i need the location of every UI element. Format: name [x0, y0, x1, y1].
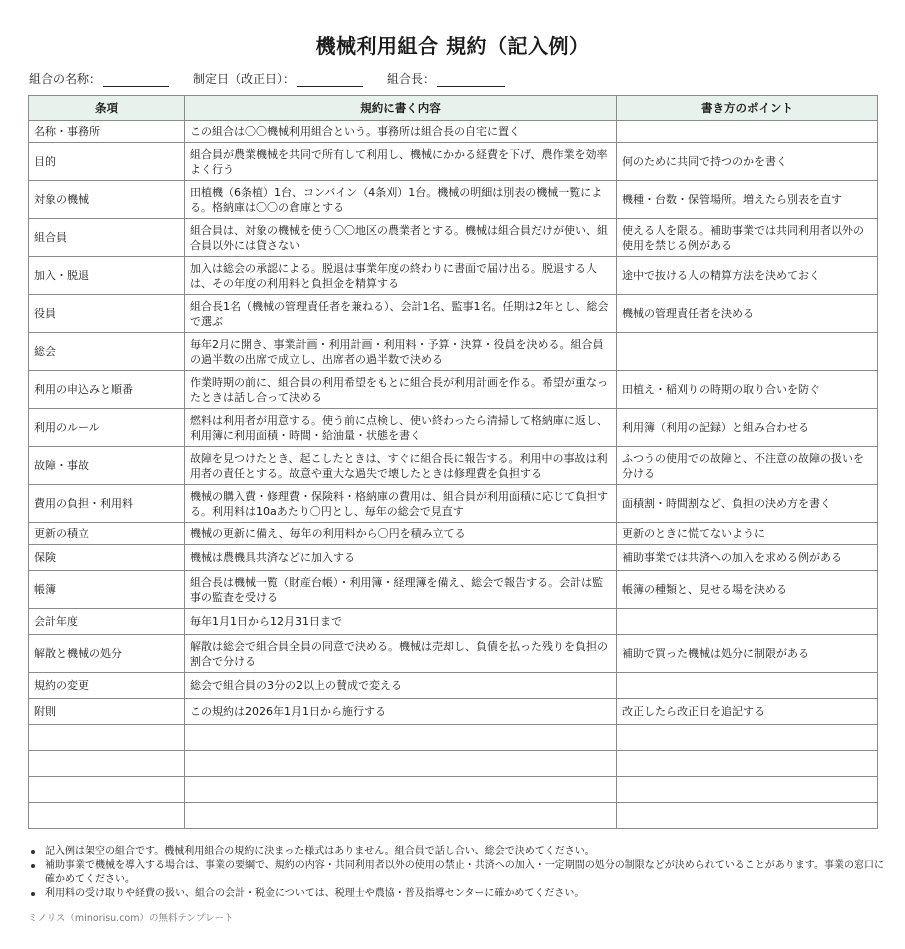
row-item-cell[interactable]: 名称・事務所: [29, 121, 185, 143]
table-row: [29, 523, 878, 545]
row-item-cell[interactable]: 附則: [29, 699, 185, 725]
row-item-cell[interactable]: 対象の機械: [29, 181, 185, 219]
table-row: [29, 777, 878, 803]
row-content-cell[interactable]: 総会で組合員の3分の2以上の賛成で変える: [185, 673, 617, 699]
row-point-cell[interactable]: 更新のときに慌てないように: [617, 523, 878, 545]
row-item-cell[interactable]: 故障・事故: [29, 447, 185, 485]
row-content-cell[interactable]: この規約は2026年1月1日から施行する: [185, 699, 617, 725]
row-item-cell[interactable]: [29, 803, 185, 829]
note-item: 記入例は架空の組合です。機械利用組合の規約に決まった様式はありません。組合員で話し合い、総会で決めてください。: [28, 845, 888, 859]
template-credit: ミノリス（minorisu.com）の無料テンプレート: [28, 913, 234, 924]
table-row: [29, 333, 878, 371]
row-point-cell[interactable]: 機械の管理責任者を決める: [617, 295, 878, 333]
association-name-field: [29, 70, 169, 87]
row-content-cell[interactable]: 毎年1月1日から12月31日まで: [185, 609, 617, 635]
row-item-cell[interactable]: 会計年度: [29, 609, 185, 635]
table-row: [29, 447, 878, 485]
table-row: [29, 673, 878, 699]
table-row: [29, 181, 878, 219]
row-point-cell[interactable]: [617, 673, 878, 699]
header-fields: [29, 69, 529, 87]
notes-list: [28, 845, 888, 901]
row-point-cell[interactable]: 機種・台数・保管場所。増えたら別表を直す: [617, 181, 878, 219]
table-row: [29, 609, 878, 635]
row-item-cell[interactable]: 帳簿: [29, 571, 185, 609]
row-point-cell[interactable]: 何のために共同で持つのかを書く: [617, 143, 878, 181]
chair-blank[interactable]: [437, 74, 505, 87]
table-row: [29, 371, 878, 409]
table-row: [29, 751, 878, 777]
row-content-cell[interactable]: 組合員は、対象の機械を使う〇〇地区の農業者とする。機械は組合員だけが使い、組合員以外には貸さない: [185, 219, 617, 257]
table-row: [29, 803, 878, 829]
table-row: [29, 409, 878, 447]
row-content-cell[interactable]: 機械の購入費・修理費・保険料・格納庫の費用は、組合員が利用面積に応じて負担する。利用料は10aあたり〇円とし、毎年の総会で見直す: [185, 485, 617, 523]
row-item-cell[interactable]: 解散と機械の処分: [29, 635, 185, 673]
document-title: 機械利用組合 規約（記入例）: [315, 34, 590, 58]
table-row: [29, 121, 878, 143]
row-item-cell[interactable]: 保険: [29, 545, 185, 571]
row-content-cell[interactable]: 機械は農機具共済などに加入する: [185, 545, 617, 571]
row-point-cell[interactable]: 補助で買った機械は処分に制限がある: [617, 635, 878, 673]
row-item-cell[interactable]: 総会: [29, 333, 185, 371]
note-item: 補助事業で機械を導入する場合は、事業の要綱で、規約の内容・共同利用者以外の使用の禁止・共済への加入・一定期間の処分の制限などが決められていることがあります。事業の窓口に確かめてください。: [28, 859, 888, 887]
row-item-cell[interactable]: 組合員: [29, 219, 185, 257]
row-point-cell[interactable]: [617, 333, 878, 371]
row-item-cell[interactable]: 規約の変更: [29, 673, 185, 699]
table-row: [29, 257, 878, 295]
header-content: 規約に書く内容: [185, 96, 617, 121]
row-content-cell[interactable]: [185, 725, 617, 751]
table-row: [29, 485, 878, 523]
established-date-blank[interactable]: [297, 74, 363, 87]
row-point-cell[interactable]: 面積割・時間割など、負担の決め方を書く: [617, 485, 878, 523]
row-point-cell[interactable]: [617, 751, 878, 777]
row-point-cell[interactable]: 田植え・稲刈りの時期の取り合いを防ぐ: [617, 371, 878, 409]
chair-field: [387, 70, 505, 87]
row-item-cell[interactable]: [29, 777, 185, 803]
row-item-cell[interactable]: [29, 725, 185, 751]
table-row: [29, 143, 878, 181]
row-item-cell[interactable]: 目的: [29, 143, 185, 181]
row-content-cell[interactable]: 機械の更新に備え、毎年の利用料から〇円を積み立てる: [185, 523, 617, 545]
row-item-cell[interactable]: 役員: [29, 295, 185, 333]
association-name-label: 組合の名称：: [29, 72, 102, 86]
row-point-cell[interactable]: 改正したら改正日を追記する: [617, 699, 878, 725]
row-point-cell[interactable]: 使える人を限る。補助事業では共同利用者以外の使用を禁じる例がある: [617, 219, 878, 257]
table-row: [29, 571, 878, 609]
row-content-cell[interactable]: 組合長1名（機械の管理責任者を兼ねる）、会計1名、監事1名。任期は2年とし、総会で選ぶ: [185, 295, 617, 333]
row-content-cell[interactable]: [185, 751, 617, 777]
header-item: 条項: [29, 96, 185, 121]
table-row: [29, 635, 878, 673]
row-content-cell[interactable]: [185, 803, 617, 829]
row-point-cell[interactable]: ふつうの使用での故障と、不注意の故障の扱いを分ける: [617, 447, 878, 485]
row-content-cell[interactable]: この組合は〇〇機械利用組合という。事務所は組合長の自宅に置く: [185, 121, 617, 143]
table-header-row: [29, 96, 878, 121]
row-item-cell[interactable]: 加入・脱退: [29, 257, 185, 295]
row-content-cell[interactable]: 解散は総会で組合員全員の同意で決める。機械は売却し、負債を払った残りを負担の割合で分ける: [185, 635, 617, 673]
row-item-cell[interactable]: [29, 751, 185, 777]
note-item: 利用料の受け取りや経費の扱い、組合の会計・税金については、税理士や農協・普及指導センターに確かめてください。: [28, 887, 888, 901]
row-content-cell[interactable]: [185, 777, 617, 803]
row-point-cell[interactable]: [617, 803, 878, 829]
table-row: [29, 725, 878, 751]
row-item-cell[interactable]: 利用の申込みと順番: [29, 371, 185, 409]
table-row: [29, 699, 878, 725]
row-point-cell[interactable]: [617, 609, 878, 635]
rules-table: [28, 95, 878, 829]
association-name-blank[interactable]: [103, 74, 169, 87]
row-item-cell[interactable]: 更新の積立: [29, 523, 185, 545]
row-point-cell[interactable]: 利用簿（利用の記録）と組み合わせる: [617, 409, 878, 447]
row-content-cell[interactable]: 故障を見つけたとき、起こしたときは、すぐに組合長に報告する。利用中の事故は利用者の責任とする。故意や重大な過失で壊したときは修理費を負担する: [185, 447, 617, 485]
row-content-cell[interactable]: 燃料は利用者が用意する。使う前に点検し、使い終わったら清掃して格納庫に返し、利用簿に利用面積・時間・給油量・状態を書く: [185, 409, 617, 447]
row-content-cell[interactable]: 田植機（6条植）1台、コンバイン（4条刈）1台。機械の明細は別表の機械一覧による。格納庫は〇〇の倉庫とする: [185, 181, 617, 219]
row-content-cell[interactable]: 組合員が農業機械を共同で所有して利用し、機械にかかる経費を下げ、農作業を効率よく行う: [185, 143, 617, 181]
row-content-cell[interactable]: 作業時期の前に、組合員の利用希望をもとに組合長が利用計画を作る。希望が重なったときは話し合って決める: [185, 371, 617, 409]
row-content-cell[interactable]: 加入は総会の承認による。脱退は事業年度の終わりに書面で届け出る。脱退する人は、その年度の利用料と負担金を精算する: [185, 257, 617, 295]
row-point-cell[interactable]: [617, 725, 878, 751]
row-point-cell[interactable]: [617, 777, 878, 803]
established-date-label: 制定日（改正日）：: [193, 72, 296, 86]
row-point-cell[interactable]: 途中で抜ける人の精算方法を決めておく: [617, 257, 878, 295]
row-point-cell[interactable]: 帳簿の種類と、見せる場を決める: [617, 571, 878, 609]
established-date-field: [193, 70, 363, 87]
table-row: [29, 295, 878, 333]
row-content-cell[interactable]: 組合長は機械一覧（財産台帳）・利用簿・経理簿を備え、総会で報告する。会計は監事の監査を受ける: [185, 571, 617, 609]
table-row: [29, 219, 878, 257]
row-item-cell[interactable]: 利用のルール: [29, 409, 185, 447]
row-item-cell[interactable]: 費用の負担・利用料: [29, 485, 185, 523]
row-point-cell[interactable]: 補助事業では共済への加入を求める例がある: [617, 545, 878, 571]
table-row: [29, 545, 878, 571]
chair-label: 組合長：: [387, 72, 436, 86]
row-point-cell[interactable]: [617, 121, 878, 143]
row-content-cell[interactable]: 毎年2月に開き、事業計画・利用計画・利用料・予算・決算・役員を決める。組合員の過半数の出席で成立し、出席者の過半数で決める: [185, 333, 617, 371]
header-point: 書き方のポイント: [617, 96, 878, 121]
